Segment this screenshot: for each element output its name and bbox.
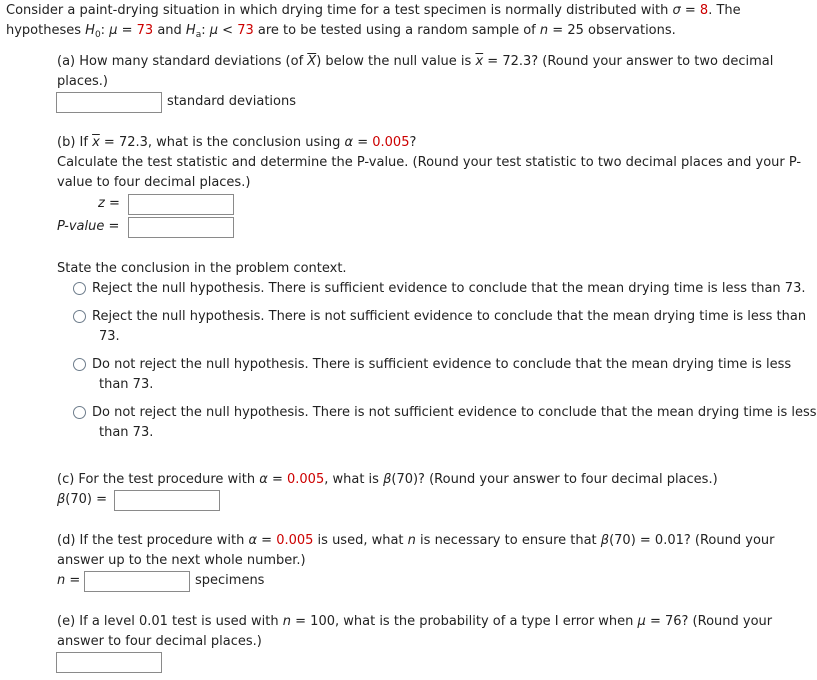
part-e-question-2: answer to four decimal places.) [57, 634, 262, 649]
beta-label [57, 490, 107, 510]
part-d-text-3: is necessary to ensure that [415, 533, 601, 548]
part-a-unit: standard deviations [167, 94, 296, 109]
beta-input[interactable] [114, 490, 220, 511]
mu-symbol: μ [209, 23, 219, 38]
n-input[interactable] [84, 571, 190, 592]
z-input[interactable] [128, 194, 234, 215]
conclusion-radio-2[interactable] [73, 310, 86, 323]
alpha-symbol: α [259, 472, 268, 487]
intro-text-2: are to be tested using a random sample of [253, 23, 540, 38]
sigma-symbol: σ [672, 3, 681, 18]
xbar-symbol-2: $\overline{x}$ [475, 54, 484, 69]
intro-text: Consider a paint-drying situation in which drying time for a test specimen is normally distributed with [6, 3, 673, 18]
part-a-text-1: (a) How many standard deviations (of [57, 54, 308, 69]
part-d-text-1: (d) If the test procedure with [57, 533, 249, 548]
alpha-value: 0.005 [372, 135, 410, 150]
z-label [98, 194, 120, 214]
part-d-text-2: is used, what [313, 533, 408, 548]
part-b-instruction-1: Calculate the test statistic and determine the P-value. (Round your test statistic to two decimal places and your P- [57, 155, 802, 170]
part-b-text-1: (b) If [57, 135, 93, 150]
conclusion-option-2-cont[interactable]: 73. [99, 329, 120, 344]
part-c-text-2: , what is [324, 472, 384, 487]
less-than: < [218, 23, 238, 38]
n-symbol: n [282, 614, 292, 629]
part-e-text-1: (e) If a level 0.01 test is used with [57, 614, 283, 629]
alpha-symbol: α [248, 533, 258, 548]
h0-subscript: 0 [94, 30, 101, 40]
part-a-question [57, 52, 773, 72]
part-b-question [57, 133, 416, 153]
equals: = [353, 135, 373, 150]
mua-value: 73 [237, 23, 254, 38]
n-symbol: n [407, 533, 416, 548]
n-symbol: n [539, 23, 549, 38]
conclusion-option-2[interactable]: Reject the null hypothesis. There is not sufficient evidence to conclude that the mean drying time is less than [92, 309, 807, 324]
beta-symbol: β [383, 472, 392, 487]
part-c-question [57, 470, 718, 490]
ha-symbol: H [185, 23, 196, 38]
equals: = [257, 533, 277, 548]
xbar-symbol: $\overline{x}$ [92, 135, 100, 150]
and-text: and [153, 23, 186, 38]
ha-subscript: a [195, 30, 202, 40]
conclusion-option-3[interactable]: Do not reject the null hypothesis. There is sufficient evidence to conclude that the mean drying time is less [92, 357, 792, 372]
beta-symbol: β [600, 533, 610, 548]
part-e-question [57, 612, 772, 632]
part-d-text-4: (70) = 0.01? (Round your [609, 533, 775, 548]
p-value-input[interactable] [128, 217, 234, 238]
intro-line-2: hypotheses $H_0$: μ = 73 and $H_a$: μ < 73 are to be tested using a random sample of n = 25 observations. [6, 23, 676, 40]
part-a-text-3: = 72.3? (Round your answer to two decimal [483, 54, 774, 69]
conclusion-option-1[interactable]: Reject the null hypothesis. There is sufficient evidence to conclude that the mean drying time is less than 73. [92, 281, 806, 296]
conclusion-prompt: State the conclusion in the problem context. [57, 261, 347, 276]
xbar-symbol: $\overline{X}$ [307, 54, 317, 69]
part-e-answer-input[interactable] [56, 652, 162, 673]
n-value: = 25 observations. [548, 23, 676, 38]
part-a-question-2: places.) [57, 74, 108, 89]
part-d-question [57, 531, 774, 551]
part-a-text-2: ) below the null value is [316, 54, 476, 69]
hypotheses-label: hypotheses [6, 23, 86, 38]
part-c-text-1: (c) For the test procedure with [57, 472, 260, 487]
conclusion-radio-3[interactable] [73, 358, 86, 371]
conclusion-option-4[interactable]: Do not reject the null hypothesis. There is not sufficient evidence to conclude that the mean drying time is less [92, 405, 817, 420]
part-b-instruction-2: value to four decimal places.) [57, 175, 251, 190]
equals: = [267, 472, 287, 487]
alpha-value: 0.005 [287, 472, 325, 487]
part-d-unit: specimens [195, 573, 265, 588]
intro-text-end: . The [708, 3, 741, 18]
n-label-eq: = [65, 573, 81, 588]
part-d-question-2: answer up to the next whole number.) [57, 553, 306, 568]
alpha-symbol: α [344, 135, 354, 150]
mu-symbol: μ [109, 23, 118, 38]
part-c-text-3: (70)? (Round your answer to four decimal places.) [391, 472, 718, 487]
intro-line-1 [6, 1, 741, 21]
mu-symbol: μ [637, 614, 646, 629]
beta-label-text: (70) = [65, 492, 108, 507]
conclusion-option-3-cont[interactable]: than 73. [99, 377, 154, 392]
mu0-value: 73 [136, 23, 154, 38]
colon: : [201, 23, 210, 38]
part-e-text-2: = 100, what is the probability of a type I error when [291, 614, 638, 629]
colon: : [100, 23, 110, 38]
n-label-symbol: n [57, 573, 66, 588]
n-label [57, 571, 80, 591]
conclusion-radio-4[interactable] [73, 406, 86, 419]
h0-symbol: H [85, 23, 95, 38]
beta-label-symbol: β [57, 492, 66, 507]
p-value-label-text: P-value = [57, 219, 120, 234]
conclusion-option-4-cont[interactable]: than 73. [99, 425, 154, 440]
part-b-text-3: ? [409, 135, 417, 150]
p-value-label [57, 217, 119, 237]
alpha-value: 0.005 [276, 533, 314, 548]
equals: = [680, 3, 700, 18]
z-label-text: z = [98, 196, 120, 211]
conclusion-radio-1[interactable] [73, 282, 86, 295]
sigma-value: 8 [699, 3, 709, 18]
part-b-text-2: = 72.3, what is the conclusion using [99, 135, 345, 150]
part-a-answer-input[interactable] [56, 92, 162, 113]
part-e-text-3: = 76? (Round your [645, 614, 773, 629]
